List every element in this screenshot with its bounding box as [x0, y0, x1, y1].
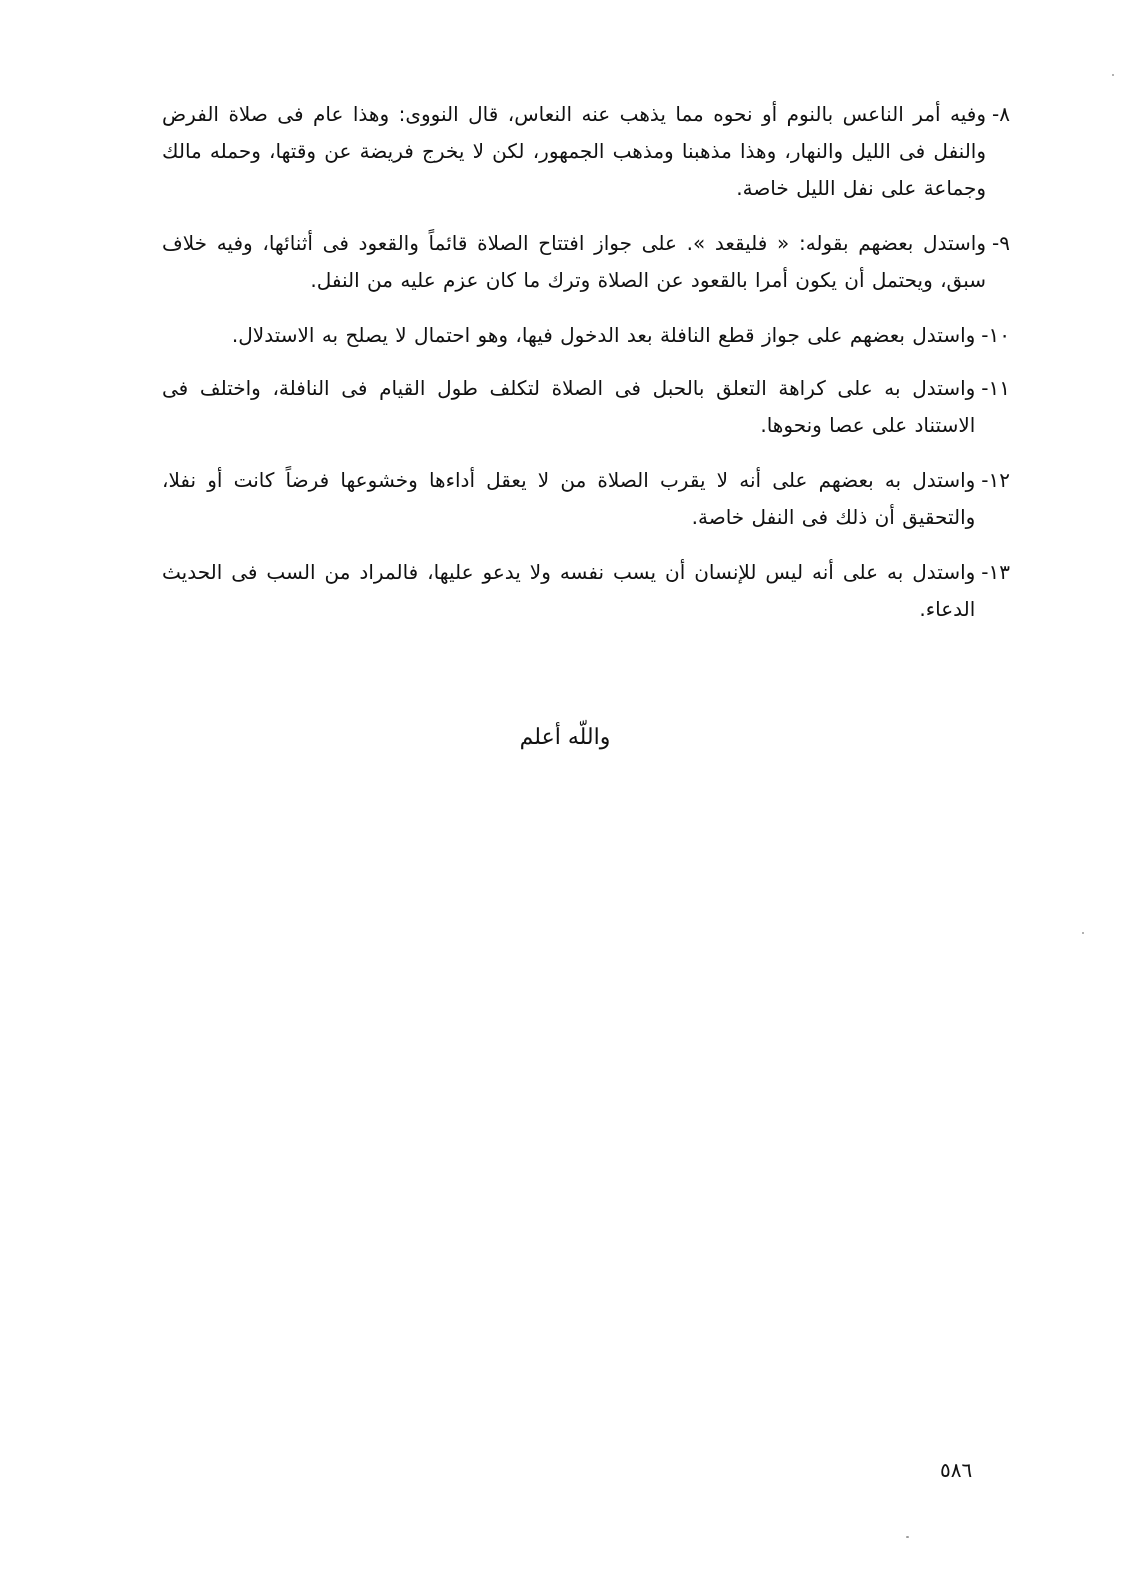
list-item: [162, 462, 1010, 536]
item-text: واستدل به على أنه ليس للإنسان أن يسب نفسه ولا يدعو عليها، فالمراد من السب فى الحديث الدعاء.: [162, 560, 976, 621]
scan-speck: [1112, 74, 1114, 76]
item-number: ١٠-: [981, 323, 1010, 347]
list-item: [162, 225, 1010, 299]
item-number: ١٢-: [981, 468, 1010, 492]
item-text: واستدل بعضهم على جواز قطع النافلة بعد الدخول فيها، وهو احتمال لا يصلح به الاستدلال.: [231, 323, 976, 347]
page-number: ٥٨٦: [940, 1458, 973, 1482]
list-item: [162, 370, 1010, 444]
numbered-list: [162, 96, 1010, 646]
item-number: ١١-: [981, 376, 1010, 400]
scan-speck: [1082, 932, 1084, 934]
item-text: وفيه أمر الناعس بالنوم أو نحوه مما يذهب عنه النعاس، قال النووى: وهذا عام فى صلاة الفرض والنفل فى الليل والنهار، وهذا مذهبنا ومذهب الجمهور، لكن لا يخرج فريضة عن وقتها، وحمله مالك وجماعة على نفل الليل خاصة.: [162, 102, 987, 200]
scan-speck: [906, 1536, 909, 1538]
item-number: ٨-: [992, 102, 1010, 126]
item-text: واستدل به على كراهة التعلق بالحبل فى الصلاة لتكلف طول القيام فى النافلة، واختلف فى الاستناد على عصا ونحوها.: [162, 376, 976, 437]
closing-phrase: واللّه أعلم: [519, 725, 611, 750]
item-text: واستدل به بعضهم على أنه لا يقرب الصلاة من لا يعقل أداءها وخشوعها فرضاً كانت أو نفلا، والتحقيق أن ذلك فى النفل خاصة.: [162, 468, 976, 529]
item-number: ٩-: [992, 231, 1010, 255]
list-item: [162, 554, 1010, 628]
list-item: [162, 96, 1010, 207]
item-number: ١٣-: [981, 560, 1010, 584]
item-text: واستدل بعضهم بقوله: « فليقعد ». على جواز افتتاح الصلاة قائماً والقعود فى أثنائها، وفيه خلاف سبق، ويحتمل أن يكون أمرا بالقعود عن الصلاة وترك ما كان عزم عليه من النفل.: [162, 231, 987, 292]
list-item: [162, 317, 1010, 354]
